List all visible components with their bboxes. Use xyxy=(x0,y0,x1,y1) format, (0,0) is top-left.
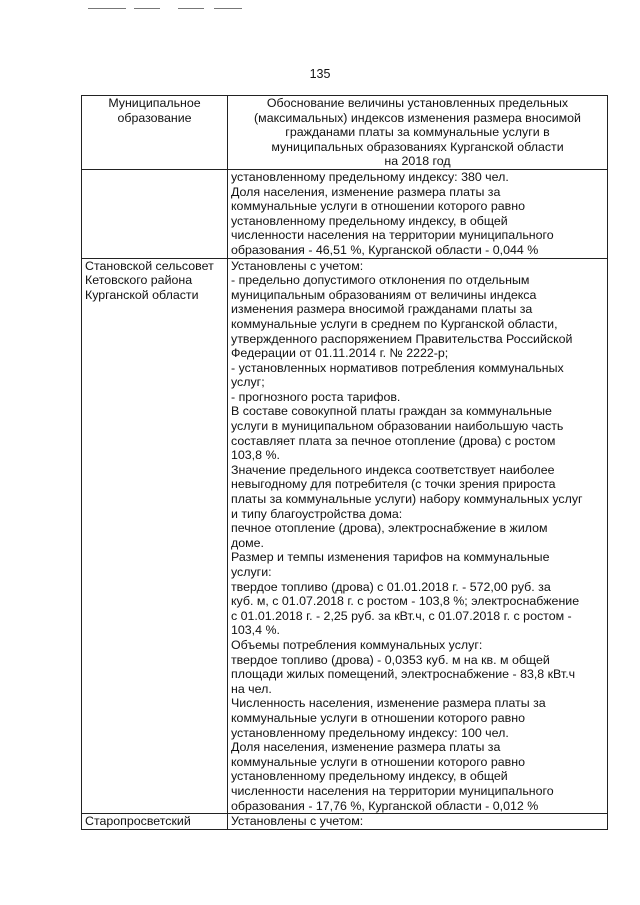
table-header-row xyxy=(82,96,608,170)
justification-line: платы за коммунальные услуги) набору коммунальных услуг xyxy=(231,492,583,507)
justification-line: составляет плата за печное отопление (дрова) с ростом xyxy=(231,433,556,448)
justification-line: - установленных нормативов потребления коммунальных xyxy=(231,360,564,375)
justification-line: установленному предельному индексу, в общей xyxy=(231,769,508,784)
justification-line: коммунальные услуги в отношении которого равно xyxy=(231,754,525,769)
municipal-index-table xyxy=(81,95,608,830)
justification-line: твердое топливо (дрова) - 0,0353 куб. м на кв. м общей xyxy=(231,652,550,667)
municipality-line: Становской сельсовет xyxy=(85,258,214,273)
justification-line: муниципальным образованиям от величины индекса xyxy=(231,287,537,302)
justification-line: коммунальные услуги в среднем по Курганской области, xyxy=(231,316,558,331)
municipality-cell xyxy=(82,814,228,830)
header-municipality xyxy=(82,96,228,170)
page-number: 135 xyxy=(309,67,331,81)
justification-line: коммунальные услуги в отношении которого равно xyxy=(231,199,525,214)
justification-cell xyxy=(228,258,608,814)
scan-mark xyxy=(134,8,160,9)
justification-line: печное отопление (дрова), электроснабжение в жилом xyxy=(231,521,548,536)
justification-line: с 01.01.2018 г. - 2,25 руб. за кВт.ч, с 01.07.2018 г. с ростом - xyxy=(231,608,572,623)
justification-line: изменения размера вносимой гражданами платы за xyxy=(231,302,533,317)
justification-line: куб. м, с 01.07.2018 г. с ростом - 103,8 %; электроснабжение xyxy=(231,594,580,609)
justification-line: Численность населения, изменение размера платы за xyxy=(231,696,546,711)
justification-line: услуг; xyxy=(231,375,265,390)
header-line: Муниципальное xyxy=(108,96,201,110)
justification-line: утвержденного распоряжением Правительства Российской xyxy=(231,331,573,346)
justification-line: Доля населения, изменение размера платы за xyxy=(231,184,501,199)
justification-line: услуги в муниципальном образовании наибольшую часть xyxy=(231,419,564,434)
justification-line: Значение предельного индекса соответствует наиболее xyxy=(231,462,555,477)
justification-line: 103,4 %. xyxy=(231,623,280,638)
justification-line: установленному предельному индексу, в общей xyxy=(231,213,508,228)
municipality-line: Старопросветский xyxy=(85,814,191,829)
justification-line: Объемы потребления коммунальных услуг: xyxy=(231,637,483,652)
header-line: гражданами платы за коммунальные услуги в xyxy=(285,125,550,140)
scan-mark xyxy=(88,8,126,9)
municipality-cell xyxy=(82,169,228,258)
justification-line: численности населения на территории муниципального xyxy=(231,783,554,798)
justification-line: - предельно допустимого отклонения по отдельным xyxy=(231,273,530,288)
table-body xyxy=(82,169,608,829)
header-justification xyxy=(228,96,608,170)
municipality-cell xyxy=(82,258,228,814)
justification-line: Доля населения, изменение размера платы за xyxy=(231,740,501,755)
justification-line: образования - 17,76 %, Курганской области - 0,012 % xyxy=(231,798,539,813)
justification-line: установленному предельному индексу: 100 чел. xyxy=(231,725,509,740)
justification-line: коммунальные услуги в отношении которого равно xyxy=(231,710,525,725)
justification-line: В составе совокупной платы граждан за коммунальные xyxy=(231,404,552,419)
header-line: (максимальных) индексов изменения размера вносимой xyxy=(254,110,581,125)
justification-line: доме. xyxy=(231,535,264,550)
municipality-line: Курганской области xyxy=(85,287,199,302)
justification-line: - прогнозного роста тарифов. xyxy=(231,389,401,404)
header-line: на 2018 год xyxy=(384,154,451,169)
justification-line: площади жилых помещений, электроснабжение - 83,8 кВт.ч xyxy=(231,667,576,682)
table-row xyxy=(82,169,608,258)
municipality-line: Кетовского района xyxy=(85,273,193,288)
header-line: образование xyxy=(117,110,192,125)
justification-line: Установлены с учетом: xyxy=(231,258,364,273)
justification-line: численности населения на территории муниципального xyxy=(231,228,554,243)
justification-line: твердое топливо (дрова) с 01.01.2018 г. - 572,00 руб. за xyxy=(231,579,551,594)
justification-line: 103,8 %. xyxy=(231,448,280,463)
justification-cell xyxy=(228,814,608,830)
justification-line: образования - 46,51 %, Курганской области - 0,044 % xyxy=(231,242,539,257)
justification-line: и типу благоустройства дома: xyxy=(231,506,403,521)
table-row xyxy=(82,258,608,814)
header-line: Обоснование величины установленных предельных xyxy=(266,96,569,110)
table-row xyxy=(82,814,608,830)
justification-line: установленному предельному индексу: 380 чел. xyxy=(231,169,509,184)
justification-line: Установлены с учетом: xyxy=(231,814,364,829)
justification-line: на чел. xyxy=(231,681,272,696)
scan-mark xyxy=(178,8,204,9)
justification-line: Федерации от 01.11.2014 г. № 2222-р; xyxy=(231,346,449,361)
justification-cell xyxy=(228,169,608,258)
justification-line: невыгодному для потребителя (с точки зрения прироста xyxy=(231,477,556,492)
scan-mark xyxy=(214,8,242,9)
header-line: муниципальных образованиях Курганской области xyxy=(271,139,564,154)
justification-line: услуги: xyxy=(231,565,272,579)
justification-line: Размер и темпы изменения тарифов на коммунальные xyxy=(231,550,550,565)
